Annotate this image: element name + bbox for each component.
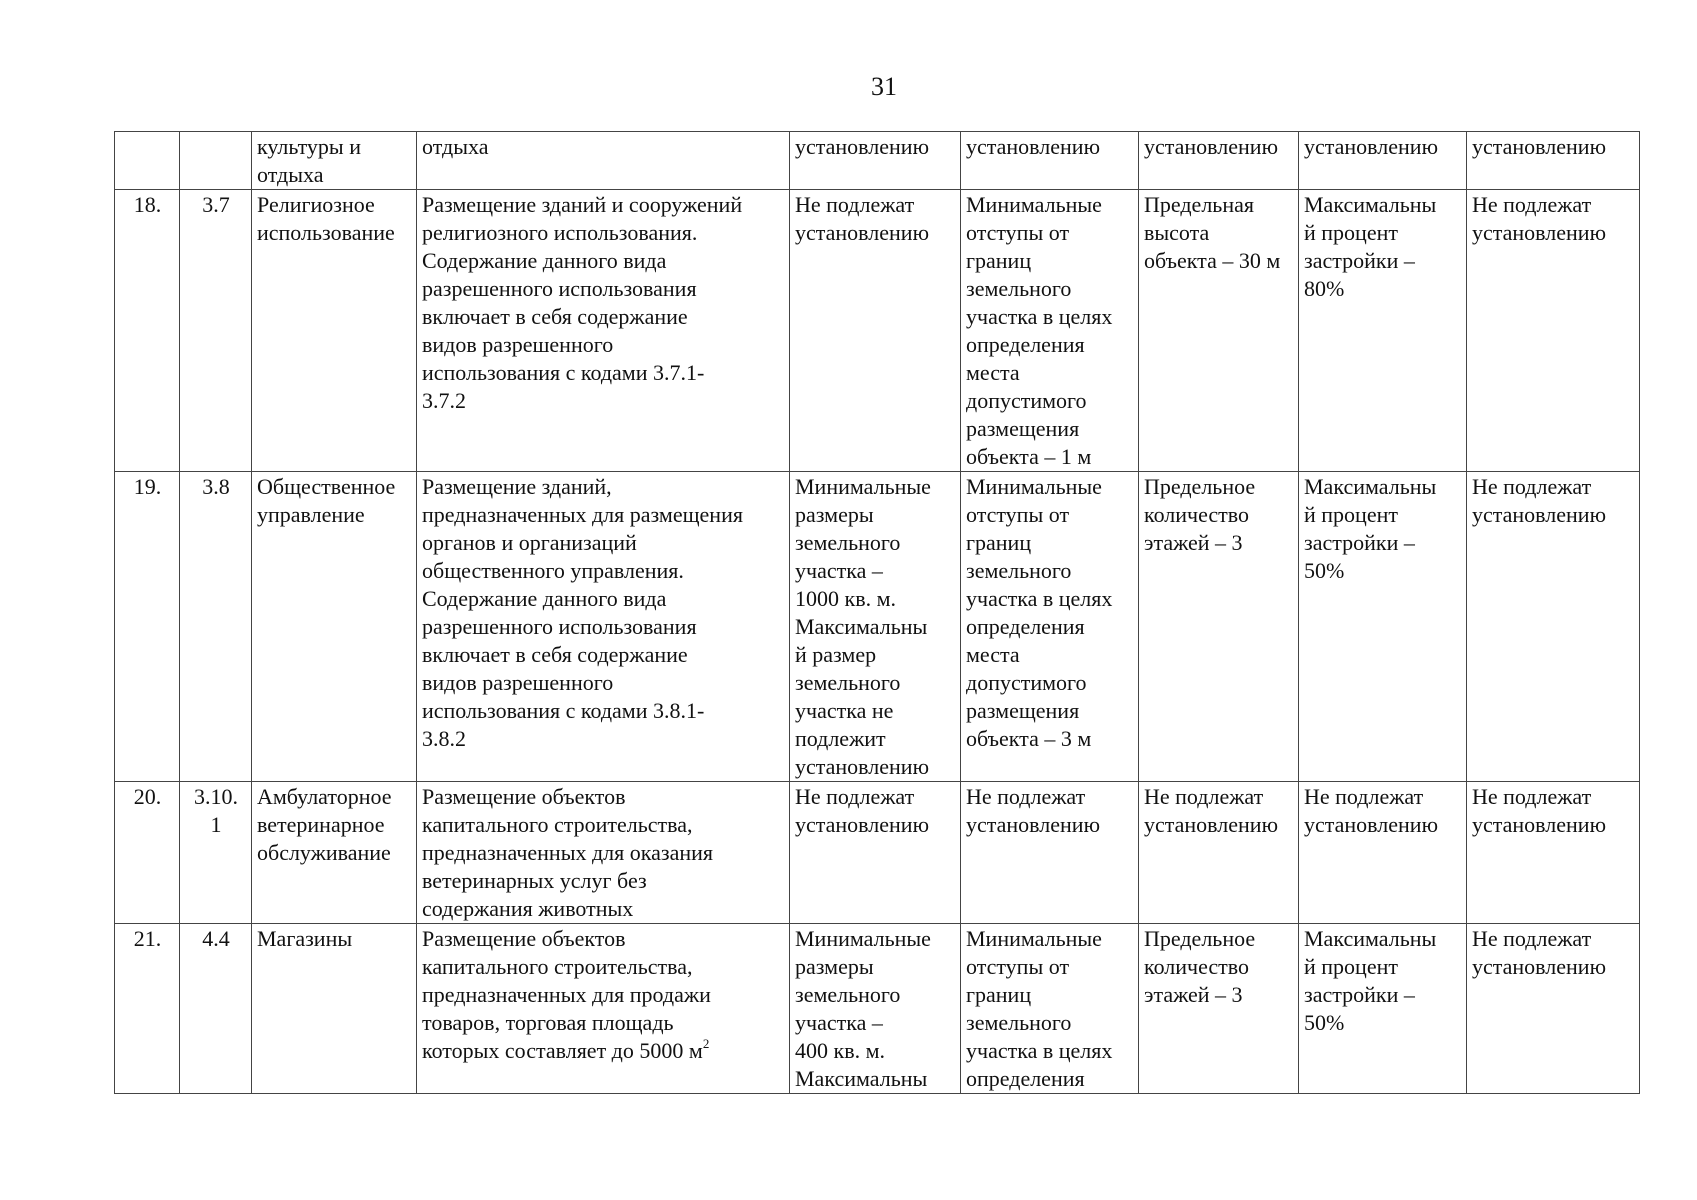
- zoning-table: [114, 131, 1640, 1094]
- setbacks-cell: Минимальные отступы от границ земельного участка в целях определения: [961, 924, 1139, 1094]
- use-description-cell: Размещение зданий и сооружений религиозного использования. Содержание данного вида разрешенного использования включает в себя содержание видов разрешенного использования с кодами 3.7.1- 3.7.2: [417, 190, 790, 472]
- coverage-cell: Не подлежат установлению: [1299, 782, 1467, 924]
- setbacks-cell: Не подлежат установлению: [961, 782, 1139, 924]
- plot-size-cell: установлению: [790, 132, 961, 190]
- table-row: [115, 472, 1640, 782]
- use-name-cell: Магазины: [252, 924, 417, 1094]
- height-cell: установлению: [1139, 132, 1299, 190]
- use-name-cell: Общественное управление: [252, 472, 417, 782]
- table-row: [115, 190, 1640, 472]
- setbacks-cell: Минимальные отступы от границ земельного участка в целях определения места допустимого размещения объекта – 3 м: [961, 472, 1139, 782]
- other-params-cell: установлению: [1467, 132, 1640, 190]
- use-code-cell: 4.4: [180, 924, 252, 1094]
- other-params-cell: Не подлежат установлению: [1467, 472, 1640, 782]
- coverage-cell: Максимальны й процент застройки – 50%: [1299, 472, 1467, 782]
- plot-size-cell: Не подлежат установлению: [790, 190, 961, 472]
- coverage-cell: установлению: [1299, 132, 1467, 190]
- row-number-cell: 20.: [115, 782, 180, 924]
- use-code-cell: 3.8: [180, 472, 252, 782]
- use-code-cell: 3.10. 1: [180, 782, 252, 924]
- use-code-cell: 3.7: [180, 190, 252, 472]
- use-description-cell: Размещение объектов капитального строительства, предназначенных для оказания ветеринарных услуг без содержания животных: [417, 782, 790, 924]
- coverage-cell: Максимальны й процент застройки – 80%: [1299, 190, 1467, 472]
- plot-size-cell: Минимальные размеры земельного участка – 400 кв. м. Максимальны: [790, 924, 961, 1094]
- height-cell: Предельное количество этажей – 3: [1139, 472, 1299, 782]
- use-name-cell: Амбулаторное ветеринарное обслуживание: [252, 782, 417, 924]
- height-cell: Предельная высота объекта – 30 м: [1139, 190, 1299, 472]
- row-number-cell: [115, 132, 180, 190]
- use-description-cell: отдыха: [417, 132, 790, 190]
- use-code-cell: [180, 132, 252, 190]
- use-name-cell: культуры и отдыха: [252, 132, 417, 190]
- other-params-cell: Не подлежат установлению: [1467, 924, 1640, 1094]
- height-cell: Предельное количество этажей – 3: [1139, 924, 1299, 1094]
- page-number: 31: [871, 72, 897, 101]
- table-row-continuation: [115, 132, 1640, 190]
- use-description-cell: [417, 924, 790, 1094]
- table-row: [115, 924, 1640, 1094]
- other-params-cell: Не подлежат установлению: [1467, 782, 1640, 924]
- table-row: [115, 782, 1640, 924]
- plot-size-cell: Минимальные размеры земельного участка – 1000 кв. м. Максимальны й размер земельного участка не подлежит установлению: [790, 472, 961, 782]
- other-params-cell: Не подлежат установлению: [1467, 190, 1640, 472]
- use-description-text: Размещение объектов капитального строительства, предназначенных для продажи товаров, торговая площадь которых составляет до 5000 м: [422, 926, 711, 1063]
- superscript-exponent: 2: [702, 1035, 710, 1051]
- row-number-cell: 18.: [115, 190, 180, 472]
- row-number-cell: 21.: [115, 924, 180, 1094]
- use-name-cell: Религиозное использование: [252, 190, 417, 472]
- setbacks-cell: Минимальные отступы от границ земельного участка в целях определения места допустимого размещения объекта – 1 м: [961, 190, 1139, 472]
- plot-size-cell: Не подлежат установлению: [790, 782, 961, 924]
- coverage-cell: Максимальны й процент застройки – 50%: [1299, 924, 1467, 1094]
- height-cell: Не подлежат установлению: [1139, 782, 1299, 924]
- setbacks-cell: установлению: [961, 132, 1139, 190]
- use-description-cell: Размещение зданий, предназначенных для размещения органов и организаций общественного управления. Содержание данного вида разрешенного использования включает в себя содержание видов разрешенного использования с кодами 3.8.1- 3.8.2: [417, 472, 790, 782]
- row-number-cell: 19.: [115, 472, 180, 782]
